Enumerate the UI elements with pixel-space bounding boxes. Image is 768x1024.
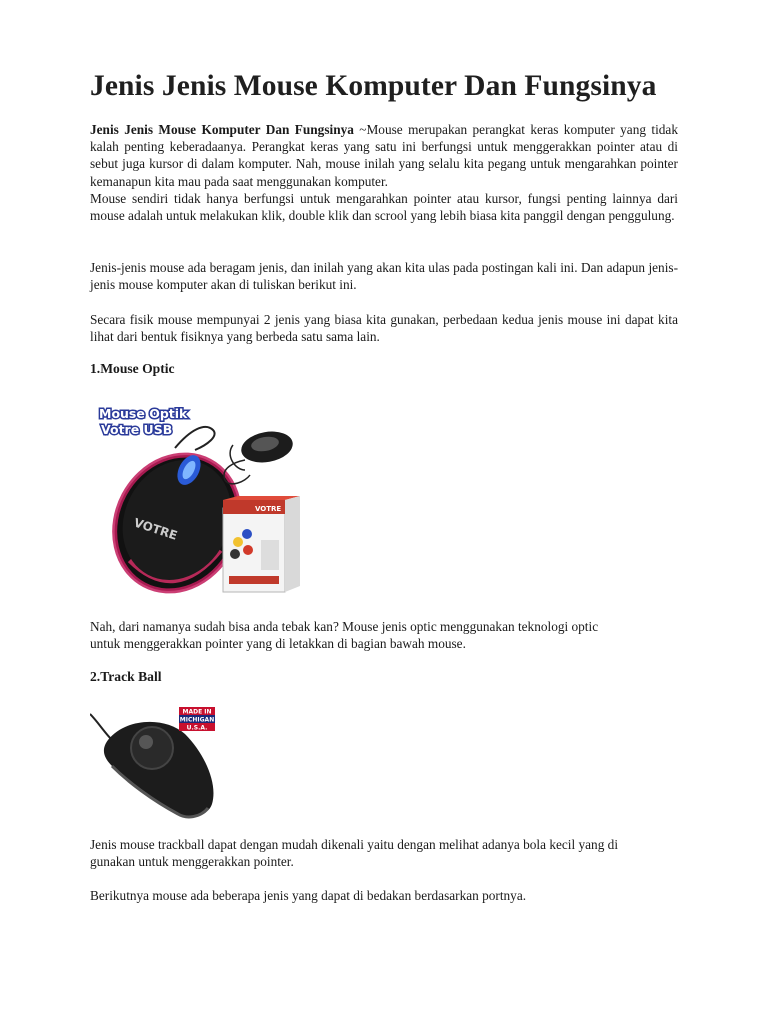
trackball-line-2: gunakan untuk menggerakkan pointer. [90,854,294,870]
badge-line-1: MADE IN [182,708,212,716]
mouse-brand-label: VOTRE [132,515,180,543]
intro-text: ~Mouse merupakan perangkat keras komputer yang tidak kalah penting keberadaanya. Perangkat keras yang satu ini berfungsi untuk menggerakkan pointer atau di sebut juga kursor di dalam komputer. Nah, mouse inilah yang selalu kita pegang untuk mengarahkan pointer kemanapun kita mau pada saat menggunakan komputer. [90,122,678,189]
optic-line-2: untuk menggerakkan pointer yang di letakkan di bagian bawah mouse. [90,636,466,652]
page-title: Jenis Jenis Mouse Komputer Dan Fungsinya [90,70,657,102]
trackball-description [90,836,678,870]
made-in-badge [179,707,215,731]
paragraph-types: Jenis-jenis mouse ada beragam jenis, dan inilah yang akan kita ulas pada postingan kali ini. Dan adapun jenis-jenis mouse komputer akan di tuliskan berikut ini. [90,260,678,293]
badge-line-3: U.S.A. [186,724,208,731]
image-caption-line1: Mouse Optik [99,406,188,421]
badge-line-2: MICHIGAN [179,716,215,724]
optical-mouse-image [95,400,321,600]
paragraph-port-types: Berikutnya mouse ada beberapa jenis yang dapat di bedakan berdasarkan portnya. [90,888,527,903]
optic-line-1: Nah, dari namanya sudah bisa anda tebak kan? Mouse jenis optic menggunakan teknologi optic [90,619,599,634]
optic-description [90,618,678,652]
intro-paragraph [90,121,678,224]
section-heading-trackball: 2.Track Ball [90,669,162,684]
intro-bold-title: Jenis Jenis Mouse Komputer Dan Fungsinya [90,122,354,137]
trackball-line-1: Jenis mouse trackball dapat dengan mudah dikenali yaitu dengan melihat adanya bola kecil yang di [90,837,619,852]
paragraph-physical: Secara fisik mouse mempunyai 2 jenis yang biasa kita gunakan, perbedaan kedua jenis mouse ini dapat kita lihat dari bentuk fisiknya yang berbeda satu sama lain. [90,312,678,345]
section-heading-optic: 1.Mouse Optic [90,361,175,376]
image-caption-line2: Votre USB [101,422,173,437]
box-brand-label: VOTRE [255,505,282,513]
intro-second-text: Mouse sendiri tidak hanya berfungsi untuk mengarahkan pointer atau kursor, fungsi penting lainnya dari mouse adalah untuk melakukan klik, double klik dan scrool yang lebih biasa kita panggil dengan penggulung. [90,190,678,224]
